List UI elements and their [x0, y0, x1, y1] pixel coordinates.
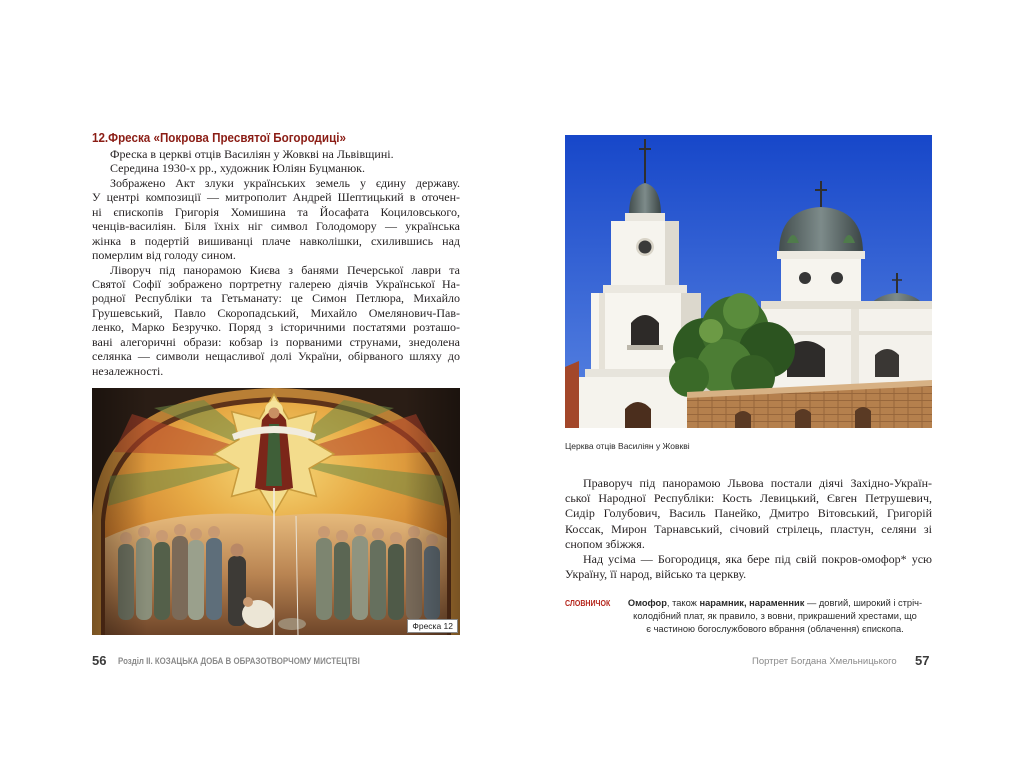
page-number-right: 57 — [915, 653, 930, 668]
glossary-text: , також — [666, 598, 700, 608]
page-number-left: 56 — [92, 653, 107, 668]
body-line: ні єпископів Григорія Хомишина та Йосафата Коциловського, — [92, 204, 460, 219]
body-line: ленко, Марко Безручко. Поряд з історичними постатями розташо- — [92, 320, 460, 335]
body-line: родної Республіки та Гетьманату: це Симон Петлюра, Михайло — [92, 291, 460, 306]
church-photo-frame — [565, 135, 932, 428]
footer-section-title: Розділ ІІ. КОЗАЦЬКА ДОБА В ОБРАЗОТВОРЧОМУ МИСТЕЦТВІ — [118, 656, 360, 667]
fresco-vignette — [92, 388, 460, 635]
glossary-line: колодібний плат, як правило, з вовни, прикрашений хрестами, що — [633, 611, 917, 621]
body-line: Праворуч під панорамою Львова постали діячі Західно-Україн- — [583, 476, 932, 490]
body-line: Середина 1930-х рр., художник Юліян Буцманюк. — [110, 161, 365, 176]
body-line: Україну, її народ, військо та церкву. — [565, 567, 747, 582]
body-line: У центрі композиції — митрополит Андрей Шептицький в оточен- — [92, 190, 460, 205]
glossary-definition — [618, 597, 932, 636]
glossary-line — [618, 597, 932, 610]
body-line: Святої Софії зображено портретну галерею діячів Української На- — [92, 276, 460, 291]
body-line: Коссак, Мирон Тарнавський, січовий стрілець, пластун, селяни зі — [565, 521, 932, 536]
left-body-text — [92, 147, 460, 378]
body-line: ської Народної Республіки: Кость Левицький, Євген Петрушевич, — [565, 491, 932, 506]
figure-label: Фреска 12 — [407, 619, 458, 633]
body-line: незалежності. — [92, 363, 164, 378]
church-photo — [565, 135, 932, 428]
photo-caption: Церква отців Василіян у Жовкві — [565, 441, 690, 451]
fresco-image — [92, 388, 460, 635]
glossary-line: є частиною богослужбового вбрання (облачення) єпископа. — [646, 624, 904, 634]
body-line: селянка — символи нещасливої долі України, обірваного шляху до — [92, 349, 460, 364]
body-line: вані алегоричні образи: кобзар із порваними струнами, знедолена — [92, 334, 460, 349]
body-line: Грушевський, Павло Скоропадський, Михайло Омелянович-Пав- — [92, 305, 460, 320]
glossary-label: СЛОВНИЧОК — [565, 599, 611, 608]
glossary-text: — довгий, широкий і стріч- — [804, 598, 923, 608]
body-line: Фреска в церкві отців Василіян у Жовкві на Львівщині. — [110, 147, 394, 161]
body-line: жінка в подертій вишиванці плаче навколішки, схилившись над — [92, 233, 460, 248]
glossary-synonyms: нарамник, нараменник — [699, 598, 805, 608]
section-heading: 12.Фреска «Покрова Пресвятої Богородиці» — [92, 131, 346, 145]
body-line: Сидір Голубович, Василь Панейко, Дмитро Вітовський, Григорій — [565, 506, 932, 521]
glossary-term: Омофор — [627, 598, 667, 608]
fresco-figure — [92, 388, 460, 635]
body-line: Ліворуч під панорамою Києва з банями Печерської лаври та — [110, 262, 460, 277]
footer-running-title: Портрет Богдана Хмельницького — [752, 656, 897, 667]
body-line: Зображено Акт злуки українських земель у єдину державу. — [110, 175, 460, 190]
neighbor-roof — [565, 361, 579, 428]
right-body-text — [565, 476, 932, 582]
body-line: ченців-василіян. Біля їхніх ніг символ Голодомору — українська — [92, 219, 460, 234]
body-line: Над усіма — Богородиця, яка бере під свій покров-омофор* усю — [583, 551, 932, 566]
body-line: померлим від голоду сином. — [92, 248, 236, 263]
body-line: снопом збіжжя. — [565, 536, 645, 551]
